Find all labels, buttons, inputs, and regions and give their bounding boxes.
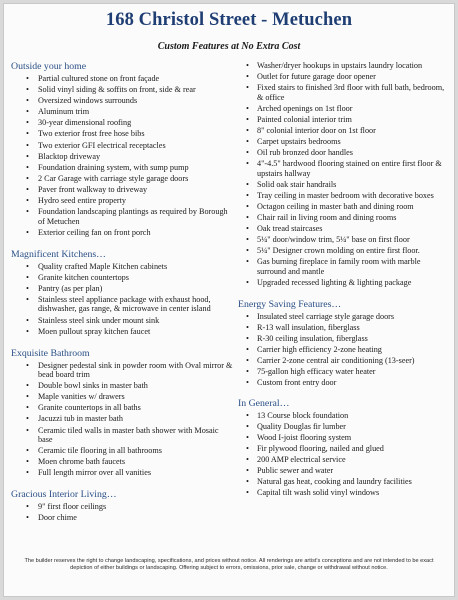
feature-item: • 5¼" door/window trim, 5¼" base on first floor: [238, 235, 450, 244]
feature-item: • 9" first floor ceilings: [11, 502, 233, 511]
feature-item: • Foundation landscaping plantings as required by Borough of Metuchen: [11, 207, 233, 226]
feature-item: • Blacktop driveway: [11, 152, 233, 161]
feature-list: [11, 361, 233, 478]
right-column: [238, 61, 450, 499]
feature-item: • Carrier high efficiency 2-zone heating: [238, 345, 450, 354]
feature-item: • 200 AMP electrical service: [238, 455, 450, 464]
feature-item: • 75-gallon high efficacy water heater: [238, 367, 450, 376]
feature-item: • Full length mirror over all vanities: [11, 468, 233, 477]
feature-item: • Quality crafted Maple Kitchen cabinets: [11, 262, 233, 271]
feature-item: • Chair rail in living room and dining rooms: [238, 213, 450, 222]
feature-item: • Fixed stairs to finished 3rd floor with full bath, bedroom, & office: [238, 83, 450, 102]
page-title: 168 Christol Street - Metuchen: [105, 10, 353, 30]
feature-item: • Natural gas heat, cooking and laundry facilities: [238, 477, 450, 486]
feature-list: [238, 411, 450, 498]
feature-item: • Paver front walkway to driveway: [11, 185, 233, 194]
feature-sheet: [3, 3, 455, 597]
feature-item: • Quality Douglas fir lumber: [238, 422, 450, 431]
section-bathroom: [11, 348, 233, 478]
feature-item: • Custom front entry door: [238, 378, 450, 387]
section-interior: [11, 489, 233, 523]
feature-item: • Washer/dryer hookups in upstairs laundry location: [238, 61, 450, 70]
feature-item: • 5¼" Designer crown molding on entire first floor.: [238, 246, 450, 255]
section-heading: Gracious Interior Living…: [11, 489, 117, 501]
feature-item: • Double bowl sinks in master bath: [11, 381, 233, 390]
section-outside: [11, 61, 233, 237]
feature-item: • Solid vinyl siding & soffits on front, side & rear: [11, 85, 233, 94]
feature-item: • Carrier 2-zone central air conditioning (13-seer): [238, 356, 450, 365]
feature-item: • Stainless steel appliance package with exhaust hood, dishwasher, gas range, & microwave in center island: [11, 295, 233, 314]
section-heading: Energy Saving Features…: [238, 298, 342, 310]
section-kitchens: [11, 249, 233, 336]
feature-item: • Moen chrome bath faucets: [11, 457, 233, 466]
feature-list: [238, 61, 450, 287]
section-heading: Outside your home: [11, 61, 87, 72]
feature-item: • Granite countertops in all baths: [11, 403, 233, 412]
feature-item: • Designer pedestal sink in powder room with Oval mirror & bead board trim: [11, 361, 233, 380]
feature-item: • Door chime: [11, 513, 233, 522]
feature-item: • Oil rub bronzed door handles: [238, 148, 450, 157]
feature-item: • R-30 ceiling insulation, fiberglass: [238, 334, 450, 343]
disclaimer: The builder reserves the right to change landscaping, specifications, and prices without notice. All renderings are artist's conceptions and are not intended to be exact depiction of either buildings or landscaping. Offering subject to errors, omissions, prior sale, change or withdrawal without notice.: [24, 558, 434, 572]
section-heading: Exquisite Bathroom: [11, 347, 90, 359]
left-column: [11, 61, 233, 525]
feature-item: • Hydro seed entire property: [11, 196, 233, 205]
feature-item: • Granite kitchen countertops: [11, 273, 233, 282]
feature-item: • Solid oak stair handrails: [238, 180, 450, 189]
feature-item: • Oak tread staircases: [238, 224, 450, 233]
feature-item: • Partial cultured stone on front façade: [11, 74, 233, 83]
feature-item: • Outlet for future garage door opener: [238, 72, 450, 81]
feature-item: • Fir plywood flooring, nailed and glued: [238, 444, 450, 453]
feature-item: • Exterior ceiling fan on front porch: [11, 228, 233, 237]
feature-item: • R-13 wall insulation, fiberglass: [238, 323, 450, 332]
feature-item: • Ceramic tiled walls in master bath shower with Mosaic base: [11, 426, 233, 445]
feature-list: [11, 262, 233, 336]
feature-item: • 30-year dimensional roofing: [11, 118, 233, 127]
feature-item: • 13 Course block foundation: [238, 411, 450, 420]
feature-item: • Aluminum trim: [11, 107, 233, 116]
feature-item: • Moen pullout spray kitchen faucet: [11, 327, 233, 336]
feature-item: • Ceramic tile flooring in all bathrooms: [11, 446, 233, 455]
feature-item: • Stainless steel sink under mount sink: [11, 316, 233, 325]
feature-item: • Arched openings on 1st floor: [238, 104, 450, 113]
section-heading: Magnificent Kitchens…: [11, 248, 106, 260]
feature-item: • Two exterior GFI electrical receptacles: [11, 141, 233, 150]
feature-item: • Wood I-joist flooring system: [238, 433, 450, 442]
feature-item: • Octagon ceiling in master bath and dining room: [238, 202, 450, 211]
feature-item: • Insulated steel carriage style garage doors: [238, 312, 450, 321]
feature-item: • Oversized windows surrounds: [11, 96, 233, 105]
feature-list: [11, 74, 233, 237]
section-interior-continued: [238, 61, 450, 287]
section-energy: [238, 299, 450, 388]
section-heading: In General…: [238, 397, 290, 409]
feature-item: • Jacuzzi tub in master bath: [11, 414, 233, 423]
feature-item: • Two exterior frost free hose bibs: [11, 129, 233, 138]
feature-item: • Pantry (as per plan): [11, 284, 233, 293]
feature-item: • 8" colonial interior door on 1st floor: [238, 126, 450, 135]
page-subtitle: Custom Features at No Extra Cost: [157, 41, 301, 52]
feature-item: • 4"-4.5" hardwood flooring stained on entire first floor & upstairs hallway: [238, 159, 450, 178]
feature-item: • Capital tilt wash solid vinyl windows: [238, 488, 450, 497]
feature-item: • Foundation draining system, with sump pump: [11, 163, 233, 172]
feature-item: • Tray ceiling in master bedroom with decorative boxes: [238, 191, 450, 200]
feature-list: [11, 502, 233, 523]
feature-item: • Public sewer and water: [238, 466, 450, 475]
feature-item: • Carpet upstairs bedrooms: [238, 137, 450, 146]
feature-item: • Maple vanities w/ drawers: [11, 392, 233, 401]
section-general: [238, 398, 450, 498]
feature-item: • Painted colonial interior trim: [238, 115, 450, 124]
feature-item: • Gas burning fireplace in family room with marble surround and mantle: [238, 257, 450, 276]
feature-item: • Upgraded recessed lighting & lighting package: [238, 278, 450, 287]
feature-list: [238, 312, 450, 388]
feature-item: • 2 Car Garage with carriage style garage doors: [11, 174, 233, 183]
